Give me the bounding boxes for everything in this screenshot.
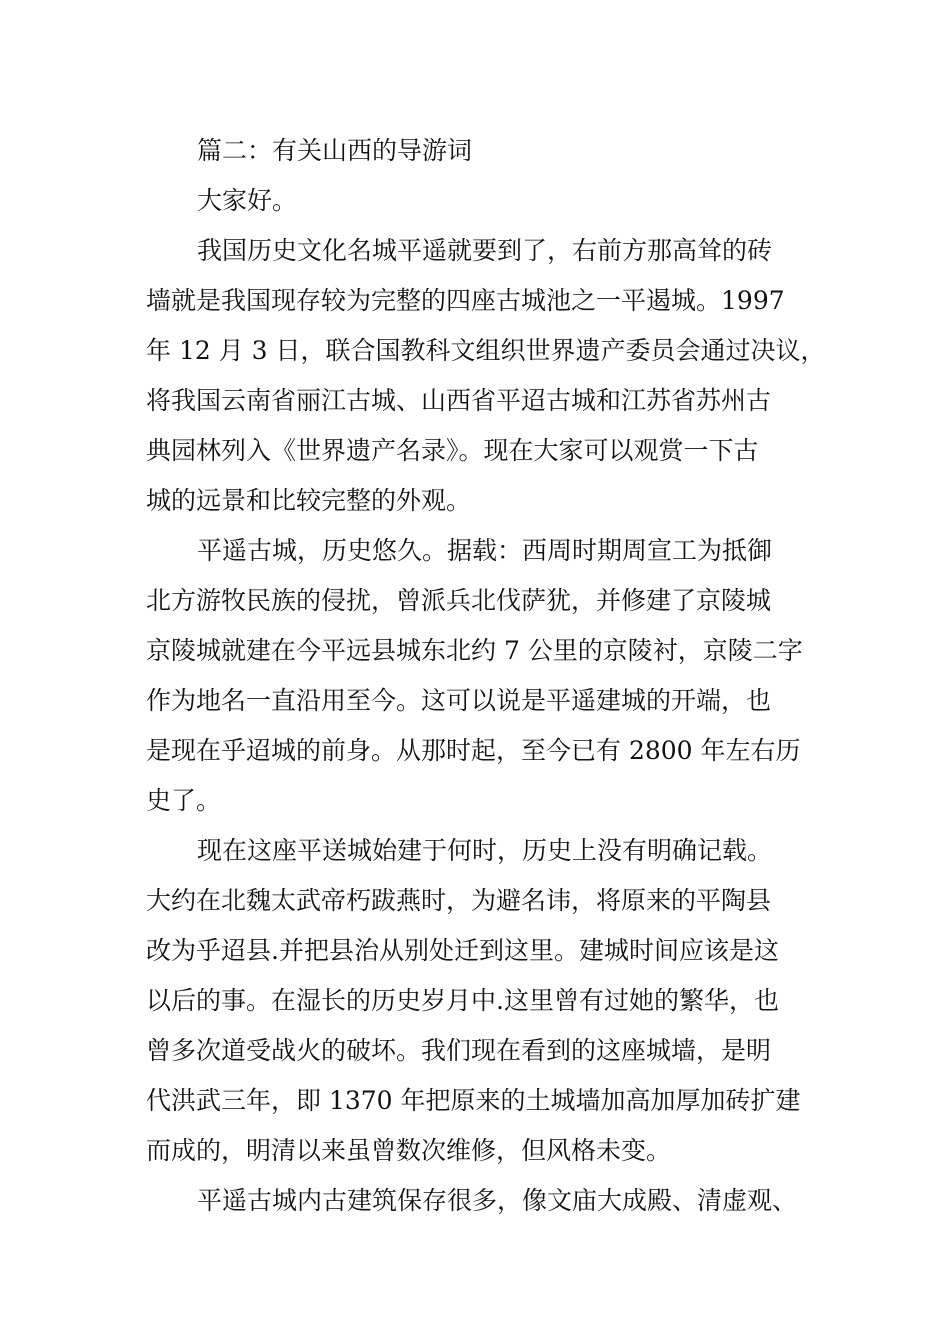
paragraph-3-line-5: 曾多次道受战火的破坏。我们现在看到的这座城墙，是明 — [146, 1036, 772, 1065]
paragraph-2-line-3: 京陵城就建在今平远县城东北约 7 公里的京陵衬，京陵二字 — [146, 636, 803, 665]
paragraph-1-line-2: 墙就是我国现存较为完整的四座古城池之一平遏城。1997 — [146, 286, 785, 315]
paragraph-4-line-1: 平遥古城内古建筑保存很多，像文庙大成殿、清虚观、 — [197, 1186, 798, 1215]
paragraph-2-line-4: 作为地名一直沿用至今。这可以说是平遥建城的开端，也 — [146, 686, 772, 715]
greeting-line: 大家好。 — [197, 186, 298, 215]
paragraph-3-line-6: 代洪武三年，即 1370 年把原来的土城墙加高加厚加砖扩建 — [146, 1086, 801, 1115]
paragraph-1-line-3: 年 12 月 3 日，联合国教科文组织世界遗产委员会通过决议， — [146, 336, 826, 365]
paragraph-1-line-1: 我国历史文化名城平遥就要到了，右前方那高耸的砖 — [197, 236, 773, 265]
paragraph-2-line-2: 北方游牧民族的侵扰，曾派兵北伐萨犹，并修建了京陵城 — [146, 586, 772, 615]
paragraph-3-line-1: 现在这座平送城始建于何时，历史上没有明确记载。 — [197, 836, 773, 865]
paragraph-2-line-1: 平遥古城，历史悠久。据载：西周时期周宣工为抵御 — [197, 536, 773, 565]
paragraph-1-line-5: 典园林列入《世界遗产名录》。现在大家可以观赏一下古 — [146, 436, 759, 465]
paragraph-3-line-2: 大约在北魏太武帝朽跋燕时，为避名讳，将原来的平陶县 — [146, 886, 772, 915]
document-title: 篇二：有关山西的导游词 — [197, 136, 473, 165]
paragraph-2-line-5: 是现在乎迢城的前身。从那时起，至今已有 2800 年左右历 — [146, 736, 801, 765]
paragraph-2-line-6: 史了。 — [146, 786, 222, 815]
paragraph-3-line-4: 以后的事。在湿长的历史岁月中.这里曾有过她的繁华，也 — [146, 986, 779, 1015]
paragraph-1-line-6: 城的远景和比较完整的外观。 — [146, 486, 472, 515]
paragraph-3-line-7: 而成的，明清以来虽曾数次维修，但风格未变。 — [146, 1136, 672, 1165]
paragraph-1-line-4: 将我国云南省丽江古城、山西省平迢古城和江苏省苏州古 — [146, 386, 772, 415]
paragraph-3-line-3: 改为乎迢县.并把县治从别处迁到这里。建城时间应该是这 — [146, 936, 779, 965]
